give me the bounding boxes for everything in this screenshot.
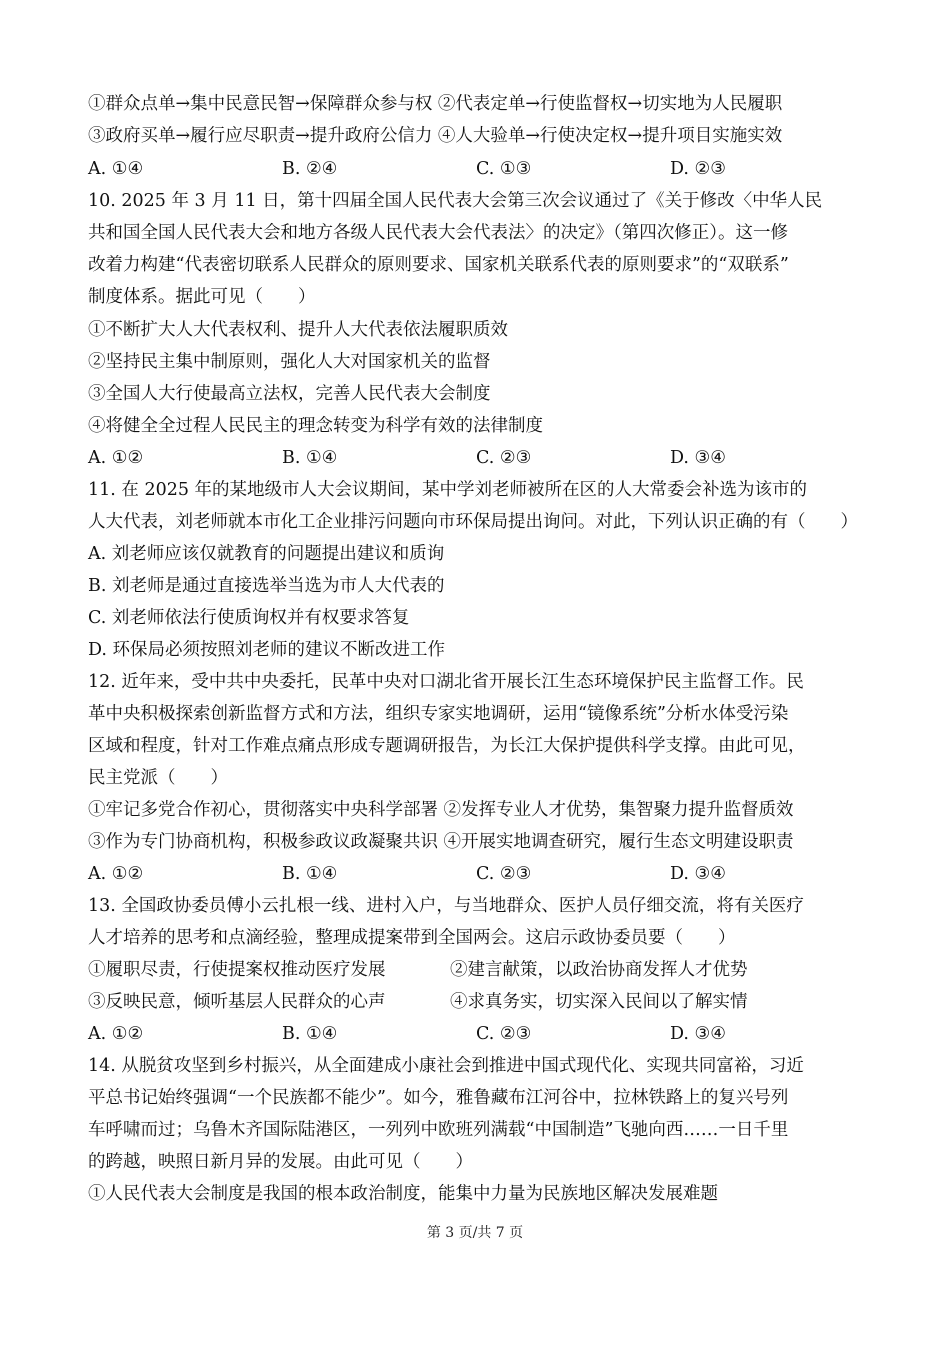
option-d: D. ③④ <box>670 1024 726 1044</box>
option-c: C. ②③ <box>476 864 532 884</box>
q12-stem: 区域和程度，针对工作难点痛点形成专题调研报告，为长江大保护提供科学支撑。由此可见， <box>88 736 806 756</box>
q14-stem: 14. 从脱贫攻坚到乡村振兴，从全面建成小康社会到推进中国式现代化、实现共同富裕，习近 <box>88 1056 804 1076</box>
q13-statement-1: ①履职尽责，行使提案权推动医疗发展 <box>88 960 386 980</box>
option-b: B. ①④ <box>282 1024 338 1044</box>
option-a: A. ①② <box>88 448 144 468</box>
q11-option-d: D. 环保局必须按照刘老师的建议不断改进工作 <box>88 640 446 660</box>
option-c: C. ②③ <box>476 448 532 468</box>
q14-statement: ①人民代表大会制度是我国的根本政治制度，能集中力量为民族地区解决发展难题 <box>88 1184 718 1204</box>
q13-statement-line <box>88 990 888 1014</box>
q13-stem: 13. 全国政协委员傅小云扎根一线、进村入户，与当地群众、医护人员仔细交流，将有关医疗 <box>88 896 804 916</box>
q13-options <box>88 1022 888 1046</box>
q14-stem: 平总书记始终强调“一个民族都不能少”。如今，雅鲁藏布江河谷中，拉林铁路上的复兴号列 <box>88 1088 789 1108</box>
option-a: A. ①② <box>88 864 144 884</box>
option-d: D. ③④ <box>670 864 726 884</box>
q13-stem: 人才培养的思考和点滴经验，整理成提案带到全国两会。这启示政协委员要（ ） <box>88 928 736 948</box>
q10-stem: 10. 2025 年 3 月 11 日，第十四届全国人民代表大会第三次会议通过了《关于修改〈中华人民 <box>88 191 823 211</box>
q14-stem: 的跨越，映照日新月异的发展。由此可见（ ） <box>88 1152 473 1172</box>
q12-statement-line: ①牢记多党合作初心，贯彻落实中央科学部署 ②发挥专业人才优势，集智聚力提升监督质效 <box>88 800 794 820</box>
q10-stem: 制度体系。据此可见（ ） <box>88 287 316 307</box>
q10-stem: 共和国全国人民代表大会和地方各级人民代表大会代表法〉的决定》（第四次修正）。这一修 <box>88 223 788 243</box>
option-d: D. ③④ <box>670 448 726 468</box>
q11-option-a: A. 刘老师应该仅就教育的问题提出建议和质询 <box>88 544 445 564</box>
q12-options <box>88 862 888 886</box>
option-c: C. ①③ <box>476 159 532 179</box>
q12-statement-line: ③作为专门协商机构，积极参政议政凝聚共识 ④开展实地调查研究，履行生态文明建设职责 <box>88 832 794 852</box>
q14-stem: 车呼啸而过；乌鲁木齐国际陆港区，一列列中欧班列满载“中国制造”飞驰向西……一日千里 <box>88 1120 789 1140</box>
q13-statement-2: ②建言献策，以政治协商发挥人才优势 <box>450 960 748 980</box>
q11-stem: 11. 在 2025 年的某地级市人大会议期间，某中学刘老师被所在区的人大常委会补选为该市的 <box>88 480 808 500</box>
option-a: A. ①④ <box>88 159 144 179</box>
option-c: C. ②③ <box>476 1024 532 1044</box>
q13-statement-3: ③反映民意，倾听基层人民群众的心声 <box>88 992 386 1012</box>
q12-stem: 12. 近年来，受中共中央委托，民革中央对口湖北省开展长江生态环境保护民主监督工作。民 <box>88 672 804 692</box>
q11-option-b: B. 刘老师是通过直接选举当选为市人大代表的 <box>88 576 445 596</box>
q10-statement: ③全国人大行使最高立法权，完善人民代表大会制度 <box>88 384 491 404</box>
option-b: B. ①④ <box>282 448 338 468</box>
q9-statement-line: ①群众点单→集中民意民智→保障群众参与权 ②代表定单→行使监督权→切实地为人民履职 <box>88 94 783 114</box>
q12-stem: 民主党派（ ） <box>88 768 228 788</box>
option-a: A. ①② <box>88 1024 144 1044</box>
option-b: B. ②④ <box>282 159 338 179</box>
q11-stem: 人大代表，刘老师就本市化工企业排污问题向市环保局提出询问。对此，下列认识正确的有（ ） <box>88 512 858 532</box>
q12-stem: 革中央积极探索创新监督方式和方法，组织专家实地调研，运用“镜像系统”分析水体受污染 <box>88 704 789 724</box>
option-d: D. ②③ <box>670 159 726 179</box>
q10-options <box>88 446 888 470</box>
q13-statement-line <box>88 958 888 982</box>
q13-statement-4: ④求真务实，切实深入民间以了解实情 <box>450 992 748 1012</box>
q10-stem: 改着力构建“代表密切联系人民群众的原则要求、国家机关联系代表的原则要求”的“双联系” <box>88 255 789 275</box>
q10-statement: ②坚持民主集中制原则，强化人大对国家机关的监督 <box>88 352 491 372</box>
q9-statement-line: ③政府买单→履行应尽职责→提升政府公信力 ④人大验单→行使决定权→提升项目实施实效 <box>88 126 783 146</box>
option-b: B. ①④ <box>282 864 338 884</box>
q9-options <box>88 157 888 181</box>
q10-statement: ④将健全全过程人民民主的理念转变为科学有效的法律制度 <box>88 416 543 436</box>
q11-option-c: C. 刘老师依法行使质询权并有权要求答复 <box>88 608 410 628</box>
q10-statement: ①不断扩大人大代表权利、提升人大代表依法履职质效 <box>88 320 508 340</box>
page-footer: 第 3 页/共 7 页 <box>426 1225 524 1241</box>
